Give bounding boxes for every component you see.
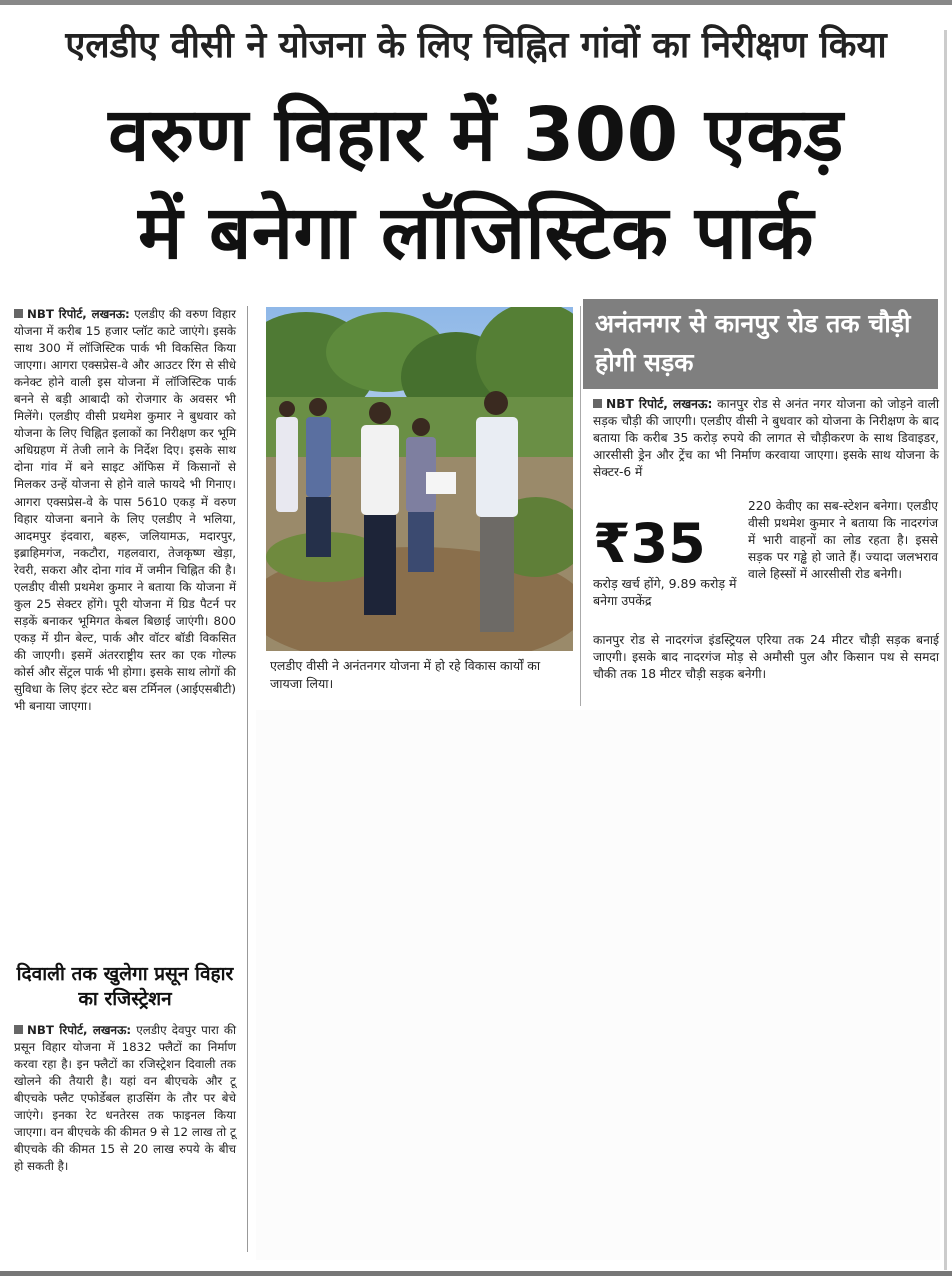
headline-line-1: वरुण विहार में 300 एकड़: [108, 92, 844, 178]
bullet-square-icon: [14, 1025, 23, 1034]
top-rule: [0, 0, 952, 5]
stat-label: करोड़ खर्च होंगे, 9.89 करोड़ में बनेगा उपकेंद्र: [593, 576, 737, 608]
stat-callout: [593, 513, 743, 618]
sub-story: [14, 1022, 236, 1175]
headline-line-2: में बनेगा लॉजिस्टिक पार्क: [138, 190, 814, 276]
stat-value: ₹35: [593, 512, 706, 575]
main-story: [14, 306, 236, 715]
column-divider-2: [580, 306, 581, 706]
bullet-square-icon: [14, 309, 23, 318]
bottom-rule: [0, 1271, 952, 1276]
bullet-square-icon: [593, 399, 602, 408]
side-story-mid: [748, 498, 938, 583]
side-story-bottom: [593, 632, 939, 683]
inspection-photo-image: [266, 307, 573, 651]
side-story-byline: NBT रिपोर्ट, लखनऊ:: [606, 397, 713, 411]
photo-caption: एलडीए वीसी ने अनंतनगर योजना में हो रहे विकास कार्यों का जायजा लिया।: [270, 658, 541, 691]
blank-area: [256, 710, 940, 1260]
main-headline: [0, 86, 952, 282]
kicker-headline: एलडीए वीसी ने योजना के लिए चिह्नित गांवों का निरीक्षण किया: [65, 25, 887, 66]
sub-story-body: एलडीए देवपुर पारा की प्रसून विहार योजना में 1832 फ्लैटों का निर्माण करवा रहा है। इन फ्लैटों का रजिस्ट्रेशन दिवाली तक खोलने की तैयारी है। यहां वन बीएचके और टू बीएचके फ्लैट एफोर्डेबल हाउसिंग के तौर पर बेचे जाएंगे। इनका रेट धनतेरस तक फाइनल किया जाएगा। वन बीएचके की कीमत 9 से 12 लाख तो टू बीएचके की कीमत 15 से 20 लाख रुपये के बीच हो सकती है।: [14, 1023, 237, 1174]
sub-story-headline: दिवाली तक खुलेगा प्रसून विहार का रजिस्ट्रेशन: [16, 963, 234, 1010]
column-divider: [247, 306, 248, 1252]
sub-story-byline: NBT रिपोर्ट, लखनऊ:: [27, 1023, 132, 1037]
news-photo: [266, 307, 573, 651]
side-story-top: [593, 396, 939, 481]
side-story-body-bottom: कानपुर रोड से नादरगंज इंडस्ट्रियल एरिया तक 24 मीटर चौड़ी सड़क बनाई जाएगी। इसके बाद नादरगंज मोड़ से अमौसी पुल और किसान पथ से समदा चौकी तक 18 मीटर चौड़ी सड़क बनेगी।: [593, 633, 939, 682]
main-story-byline: NBT रिपोर्ट, लखनऊ:: [27, 307, 130, 321]
side-story-body-mid: 220 केवीए का सब-स्टेशन बनेगा। एलडीए वीसी प्रथमेश कुमार ने बताया कि नादरगंज में भारी वाहनों का लोड रहता है। इससे सड़क पर गड्ढे हो जाते हैं। ज्यादा जलभराव वाले हिस्सों में आरसीसी रोड बनेगी।: [748, 499, 938, 582]
side-story-body-top: कानपुर रोड से अनंत नगर योजना को जोड़ने वाली सड़क चौड़ी की जाएगी। एलडीए वीसी ने बुधवार को योजना के निरीक्षण के बाद बताया कि करीब 35 करोड़ रुपये की लागत से चौड़ीकरण के साथ डिवाइडर, आरसीसी ड्रेन और ट्रेंच का भी निर्माण करवाया जाएगा। इसके साथ योजना के सेक्टर-6 में: [593, 397, 940, 480]
side-story-text-top: [593, 396, 939, 481]
side-story-headline: अनंतनगर से कानपुर रोड तक चौड़ी होगी सड़क: [595, 309, 911, 377]
main-story-text: [14, 306, 236, 715]
sub-story-text: [14, 1022, 236, 1175]
main-story-body: एलडीए की वरुण विहार योजना में करीब 15 हजार प्लॉट काटे जाएंगे। इसके साथ 300 में लॉजिस्टिक पार्क भी विकसित किया जाएगा। आगरा एक्सप्रेस-वे और आउटर रिंग से सीधे कनेक्ट होने वाली इस योजना में लॉजिस्टिक पार्क बनने से बड़ी आबादी को रोजगार के अवसर भी मिलेंगे। एलडीए वीसी प्रथमेश कुमार ने बुधवार को योजना के लिए चिह्नित इलाकों का निरीक्षण कर भूमि अधिग्रहण में तेजी लाने के निर्देश दिए। इसके साथ दोना गांव में बने साइट ऑफिस में किसानों से मिलकर उन्हें योजना से होने वाले फायदे भी गिनाए। आगरा एक्सप्रेस-वे के पास 5610 एकड़ में वरुण विहार योजना बनाने के लिए एलडीए ने भलिया, आदमपुर इंदवारा, बहरू, जलियामऊ, मदारपुर, इब्राहिमगंज, नकटौरा, गहलवारा, तेजकृष्ण खेड़ा, रेवरी, सकरा और दोना गांव में जमीन चिह्नित की है। एलडीए वीसी प्रथमेश कुमार ने बताया कि योजना में कुल 25 सेक्टर होंगे। पूरी योजना में ग्रिड पैटर्न पर सड़कें बनाकर भूमिगत केबल बिछाई जाएंगी। 800 एकड़ में ग्रीन बेल्ट, पार्क और वॉटर बॉडी विकसित की जाएगी। इसमें अंतरराष्ट्रीय स्तर का एक गोल्फ कोर्स और सेंट्रल पार्क भी होगा। इसके साथ लोगों की सुविधा के लिए इंटर स्टेट बस टर्मिनल (आईएसबीटी) भी बनाया जाएगा।: [14, 307, 236, 714]
